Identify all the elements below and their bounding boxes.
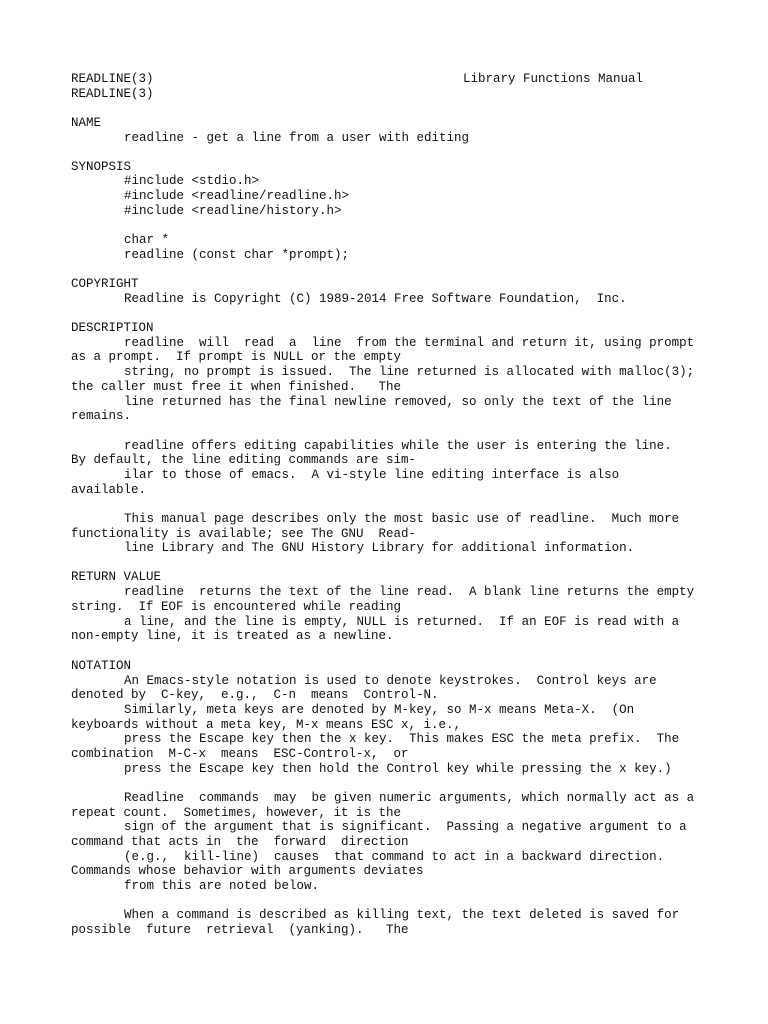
description-line: as a prompt. If prompt is NULL or the empty <box>71 350 402 364</box>
section-heading-return-value: RETURN VALUE <box>71 570 162 584</box>
name-line: readline - get a line from a user with editing <box>124 131 470 145</box>
section-heading-notation: NOTATION <box>71 659 132 673</box>
notation-line: press the Escape key then hold the Control key while pressing the x key.) <box>124 762 672 776</box>
notation-line: Commands whose behavior with arguments deviates <box>71 864 424 878</box>
header-left: READLINE(3) <box>71 72 154 86</box>
description-line: By default, the line editing commands are sim- <box>71 453 417 467</box>
notation-line: repeat count. Sometimes, however, it is the <box>71 806 402 820</box>
notation-line: An Emacs-style notation is used to denote keystrokes. Control keys are <box>124 674 657 688</box>
notation-line: from this are noted below. <box>124 879 320 893</box>
description-line: available. <box>71 483 147 497</box>
section-heading-synopsis: SYNOPSIS <box>71 160 132 174</box>
description-line: the caller must free it when finished. The <box>71 380 402 394</box>
copyright-line: Readline is Copyright (C) 1989-2014 Free Software Foundation, Inc. <box>124 292 627 306</box>
description-line: functionality is available; see The GNU Read- <box>71 527 417 541</box>
header-center: Library Functions Manual <box>463 72 644 86</box>
section-heading-name: NAME <box>71 116 102 130</box>
notation-line: possible future retrieval (yanking). The <box>71 923 409 937</box>
notation-line: When a command is described as killing text, the text deleted is saved for <box>124 908 680 922</box>
return-value-line: readline returns the text of the line read. A blank line returns the empty <box>124 585 695 599</box>
notation-line: command that acts in the forward direction <box>71 835 409 849</box>
description-line: readline will read a line from the terminal and return it, using prompt <box>124 336 695 350</box>
include-line: #include <readline/history.h> <box>124 204 342 218</box>
description-line: line Library and The GNU History Library for additional information. <box>124 541 635 555</box>
include-line: #include <readline/readline.h> <box>124 189 350 203</box>
section-heading-copyright: COPYRIGHT <box>71 277 139 291</box>
description-line: remains. <box>71 409 132 423</box>
notation-line: Readline commands may be given numeric arguments, which normally act as a <box>124 791 695 805</box>
notation-line: keyboards without a meta key, M-x means ESC x, i.e., <box>71 718 462 732</box>
section-heading-description: DESCRIPTION <box>71 321 154 335</box>
notation-line: combination M-C-x means ESC-Control-x, or <box>71 747 409 761</box>
notation-line: denoted by C-key, e.g., C-n means Control-N. <box>71 688 439 702</box>
notation-line: sign of the argument that is significant. Passing a negative argument to a <box>124 820 687 834</box>
return-value-line: a line, and the line is empty, NULL is returned. If an EOF is read with a <box>124 615 680 629</box>
return-value-line: non-empty line, it is treated as a newline. <box>71 629 394 643</box>
description-line: readline offers editing capabilities while the user is entering the line. <box>124 439 672 453</box>
notation-line: Similarly, meta keys are denoted by M-key, so M-x means Meta-X. (On <box>124 703 635 717</box>
prototype-line: readline (const char *prompt); <box>124 248 350 262</box>
notation-line: (e.g., kill-line) causes that command to act in a backward direction. <box>124 850 665 864</box>
prototype-line: char * <box>124 233 170 247</box>
include-line: #include <stdio.h> <box>124 174 260 188</box>
description-line: string, no prompt is issued. The line returned is allocated with malloc(3); <box>124 365 695 379</box>
description-line: This manual page describes only the most basic use of readline. Much more <box>124 512 680 526</box>
description-line: line returned has the final newline removed, so only the text of the line <box>124 395 672 409</box>
description-line: ilar to those of emacs. A vi-style line editing interface is also <box>124 468 620 482</box>
notation-line: press the Escape key then the x key. This makes ESC the meta prefix. The <box>124 732 680 746</box>
return-value-line: string. If EOF is encountered while reading <box>71 600 402 614</box>
header-right: READLINE(3) <box>71 87 154 101</box>
